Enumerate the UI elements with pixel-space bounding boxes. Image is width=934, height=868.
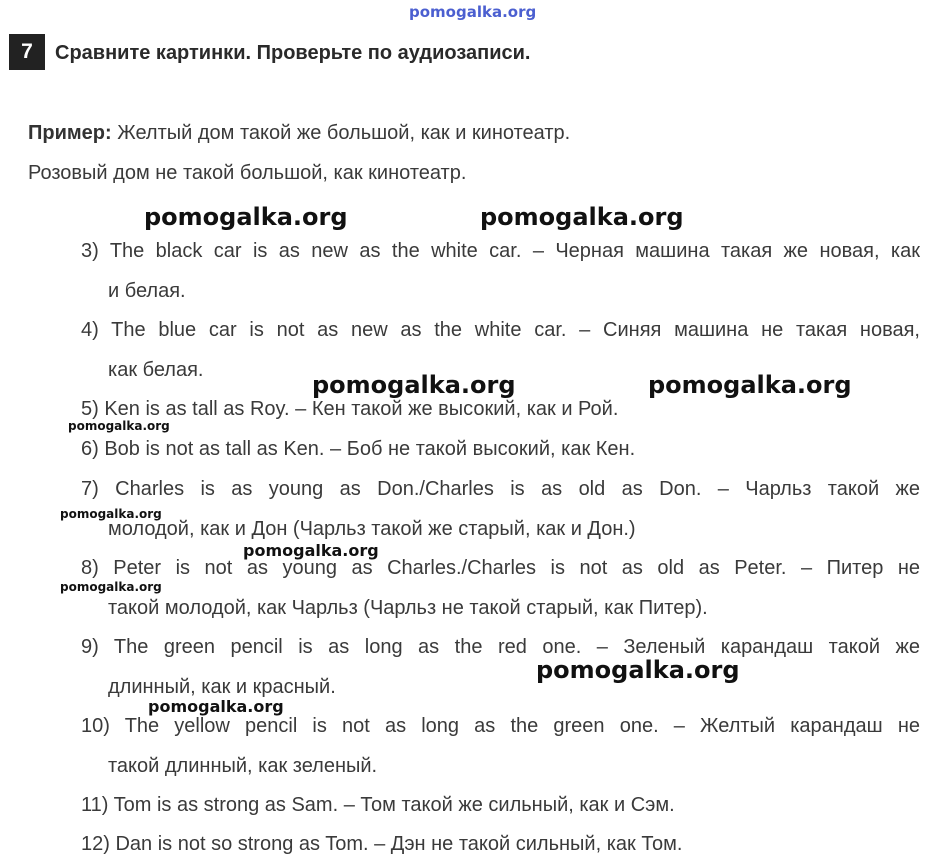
item-first-line: 3) The black car is as new as the white car. – Черная машина такая же новая, как: [81, 240, 920, 262]
item-continuation: такой молодой, как Чарльз (Чарльз не такой старый, как Питер).: [108, 596, 708, 619]
watermark: pomogalka.org: [68, 419, 170, 433]
item-first-line: 6) Bob is not as tall as Ken. – Боб не такой высокий, как Кен.: [81, 438, 636, 460]
exercise-title: Сравните картинки. Проверьте по аудиозаписи.: [55, 42, 531, 64]
example-label: Пример:: [28, 122, 112, 144]
item-first-line: 5) Ken is as tall as Roy. – Кен такой же высокий, как и Рой.: [81, 398, 619, 420]
exercise-number: 7: [9, 34, 45, 70]
list-item: [81, 786, 920, 826]
watermark: pomogalka.org: [144, 203, 348, 231]
item-continuation: такой длинный, как зеленый.: [108, 754, 378, 777]
item-first-line: 8) Peter is not as young as Charles./Charles is not as old as Peter. – Питер не: [81, 557, 920, 579]
item-continuation: как белая.: [108, 358, 204, 381]
list-item: [81, 232, 920, 311]
list-item: [81, 628, 920, 707]
item-first-line: 7) Charles is as young as Don./Charles is as old as Don. – Чарльз такой же: [81, 478, 920, 500]
list-item: [81, 825, 920, 865]
example-line-1: [28, 121, 570, 145]
watermark: pomogalka.org: [60, 580, 162, 594]
item-continuation: молодой, как и Дон (Чарльз такой же старый, как и Дон.): [108, 517, 636, 540]
watermark: pomogalka.org: [312, 371, 516, 399]
example-text: Желтый дом такой же большой, как и кинотеатр.: [111, 122, 571, 144]
item-first-line: 9) The green pencil is as long as the red one. – Зеленый карандаш такой же: [81, 636, 920, 658]
list-item: [81, 470, 920, 549]
item-first-line: 4) The blue car is not as new as the white car. – Синяя машина не такая новая,: [81, 319, 920, 341]
watermark: pomogalka.org: [536, 656, 740, 684]
item-continuation: длинный, как и красный.: [108, 675, 336, 698]
list-item: [81, 430, 920, 470]
watermark: pomogalka.org: [648, 371, 852, 399]
item-first-line: 12) Dan is not so strong as Tom. – Дэн не такой сильный, как Том.: [81, 833, 683, 855]
item-continuation: и белая.: [108, 279, 186, 302]
item-first-line: 11) Tom is as strong as Sam. – Том такой же сильный, как и Сэм.: [81, 794, 675, 816]
site-watermark-top: pomogalka.org: [409, 3, 537, 21]
watermark: pomogalka.org: [243, 541, 379, 560]
list-item: [81, 707, 920, 786]
list-item: [81, 549, 920, 628]
watermark: pomogalka.org: [480, 203, 684, 231]
watermark: pomogalka.org: [148, 697, 284, 716]
example-line-2: Розовый дом не такой большой, как кинотеатр.: [28, 162, 467, 184]
watermark: pomogalka.org: [60, 507, 162, 521]
item-first-line: 10) The yellow pencil is not as long as the green one. – Желтый карандаш не: [81, 715, 920, 737]
